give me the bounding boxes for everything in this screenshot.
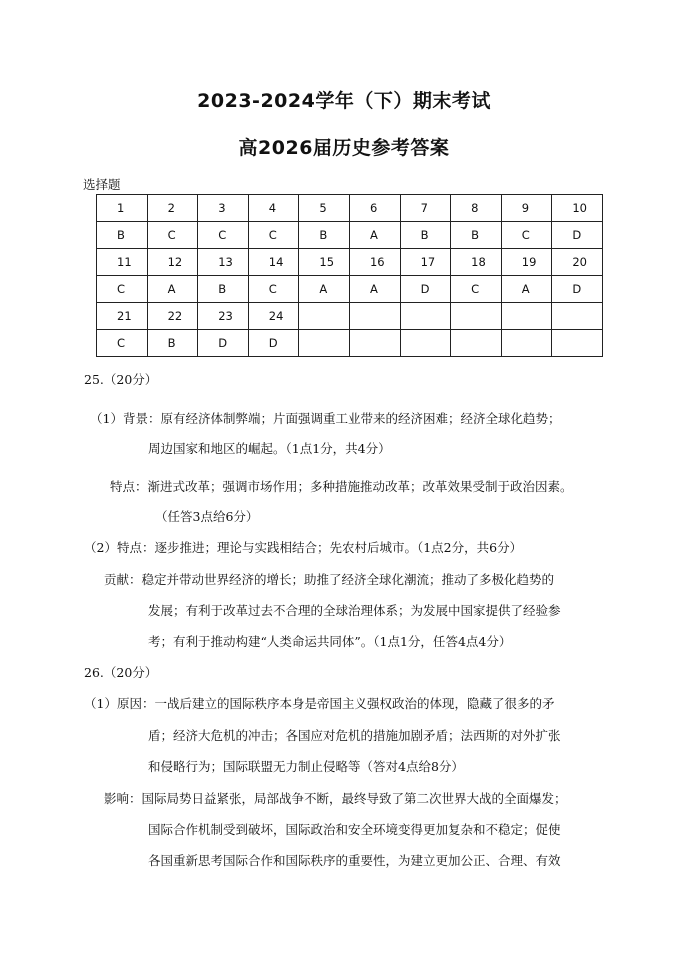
question-number-cell: 6 [349, 195, 400, 222]
question-number-cell [451, 303, 502, 330]
question-number-cell: 13 [198, 249, 249, 276]
question-number-cell: 16 [349, 249, 400, 276]
answer-cell: C [97, 330, 148, 357]
page-title: 2023-2024学年（下）期末考试 [197, 90, 491, 112]
question-number-cell: 10 [552, 195, 603, 222]
q25-p2-line1: （2）特点：逐步推进；理论与实践相结合；先农村后城市。（1点2分，共6分） [84, 540, 523, 555]
q25-p2-contrib-line2: 发展；有利于改革过去不合理的全球治理体系；为发展中国家提供了经验参 [148, 603, 561, 618]
question-number-cell: 18 [451, 249, 502, 276]
answer-cell: B [198, 276, 249, 303]
question-number-cell: 5 [299, 195, 350, 222]
question-number-cell: 3 [198, 195, 249, 222]
answer-cell [451, 330, 502, 357]
answer-cell [552, 330, 603, 357]
answer-row [97, 330, 603, 357]
answer-cell: A [501, 276, 552, 303]
question-number-cell: 14 [248, 249, 299, 276]
question-number-row [97, 249, 603, 276]
answer-cell: B [299, 222, 350, 249]
question-number-cell [400, 303, 451, 330]
answer-cell: D [552, 222, 603, 249]
answer-cell: B [97, 222, 148, 249]
q26-heading: 26.（20分） [84, 665, 158, 680]
q25-heading: 25.（20分） [84, 372, 158, 387]
q26-impact-line3: 各国重新思考国际合作和国际秩序的重要性，为建立更加公正、合理、有效 [148, 853, 561, 868]
question-number-row [97, 195, 603, 222]
question-number-cell: 7 [400, 195, 451, 222]
answer-cell: D [400, 276, 451, 303]
answer-cell: C [198, 222, 249, 249]
question-number-cell: 8 [451, 195, 502, 222]
q25-p1-feat-line2: （任答3点给6分） [155, 509, 259, 524]
question-number-cell: 20 [552, 249, 603, 276]
answer-cell: B [147, 330, 198, 357]
answer-row [97, 276, 603, 303]
question-number-cell: 23 [198, 303, 249, 330]
answer-cell [501, 330, 552, 357]
question-number-cell: 15 [299, 249, 350, 276]
q25-p2-contrib-line1: 贡献：稳定并带动世界经济的增长；助推了经济全球化潮流；推动了多极化趋势的 [104, 572, 555, 587]
page-subtitle: 高2026届历史参考答案 [238, 137, 450, 159]
answer-cell: C [248, 276, 299, 303]
answer-cell: C [451, 276, 502, 303]
question-number-cell [552, 303, 603, 330]
answer-cell: A [299, 276, 350, 303]
answer-cell: A [147, 276, 198, 303]
question-number-cell [349, 303, 400, 330]
answer-cell: D [198, 330, 249, 357]
answer-row [97, 222, 603, 249]
question-number-cell: 17 [400, 249, 451, 276]
answer-cell: C [97, 276, 148, 303]
answer-cell [349, 330, 400, 357]
question-number-cell: 11 [97, 249, 148, 276]
q26-p1-line2: 盾；经济大危机的冲击；各国应对危机的措施加剧矛盾；法西斯的对外扩张 [148, 728, 561, 743]
question-number-cell: 12 [147, 249, 198, 276]
question-number-cell: 4 [248, 195, 299, 222]
answer-cell: C [501, 222, 552, 249]
question-number-cell [501, 303, 552, 330]
question-number-cell: 19 [501, 249, 552, 276]
answer-cell: B [400, 222, 451, 249]
q26-impact-line2: 国际合作机制受到破坏，国际政治和安全环境变得更加复杂和不稳定；促使 [148, 822, 561, 837]
answer-cell: A [349, 276, 400, 303]
question-number-cell: 9 [501, 195, 552, 222]
q26-p1-line1: （1）原因：一战后建立的国际秩序本身是帝国主义强权政治的体现，隐藏了很多的矛 [84, 696, 555, 711]
q25-p1-line1: （1）背景：原有经济体制弊端；片面强调重工业带来的经济困难；经济全球化趋势； [90, 411, 561, 426]
question-number-cell: 24 [248, 303, 299, 330]
q26-p1-line3: 和侵略行为；国际联盟无力制止侵略等（答对4点给8分） [148, 759, 464, 774]
answer-cell: C [147, 222, 198, 249]
q25-p2-contrib-line3: 考；有利于推动构建“人类命运共同体”。（1点1分，任答4点4分） [148, 634, 512, 649]
answer-table [96, 194, 603, 357]
answer-cell: D [552, 276, 603, 303]
answer-cell: A [349, 222, 400, 249]
answer-cell [299, 330, 350, 357]
answer-cell: D [248, 330, 299, 357]
question-number-cell [299, 303, 350, 330]
answer-cell: B [451, 222, 502, 249]
q26-impact-line1: 影响：国际局势日益紧张，局部战争不断，最终导致了第二次世界大战的全面爆发； [104, 791, 567, 806]
answer-cell [400, 330, 451, 357]
choice-section-label: 选择题 [83, 177, 121, 192]
question-number-cell: 1 [97, 195, 148, 222]
q25-p1-feat-line1: 特点：渐进式改革；强调市场作用；多种措施推动改革；改革效果受制于政治因素。 [110, 479, 573, 494]
question-number-row [97, 303, 603, 330]
q25-p1-line2: 周边国家和地区的崛起。（1点1分，共4分） [148, 441, 391, 456]
answer-cell: C [248, 222, 299, 249]
question-number-cell: 2 [147, 195, 198, 222]
question-number-cell: 21 [97, 303, 148, 330]
question-number-cell: 22 [147, 303, 198, 330]
